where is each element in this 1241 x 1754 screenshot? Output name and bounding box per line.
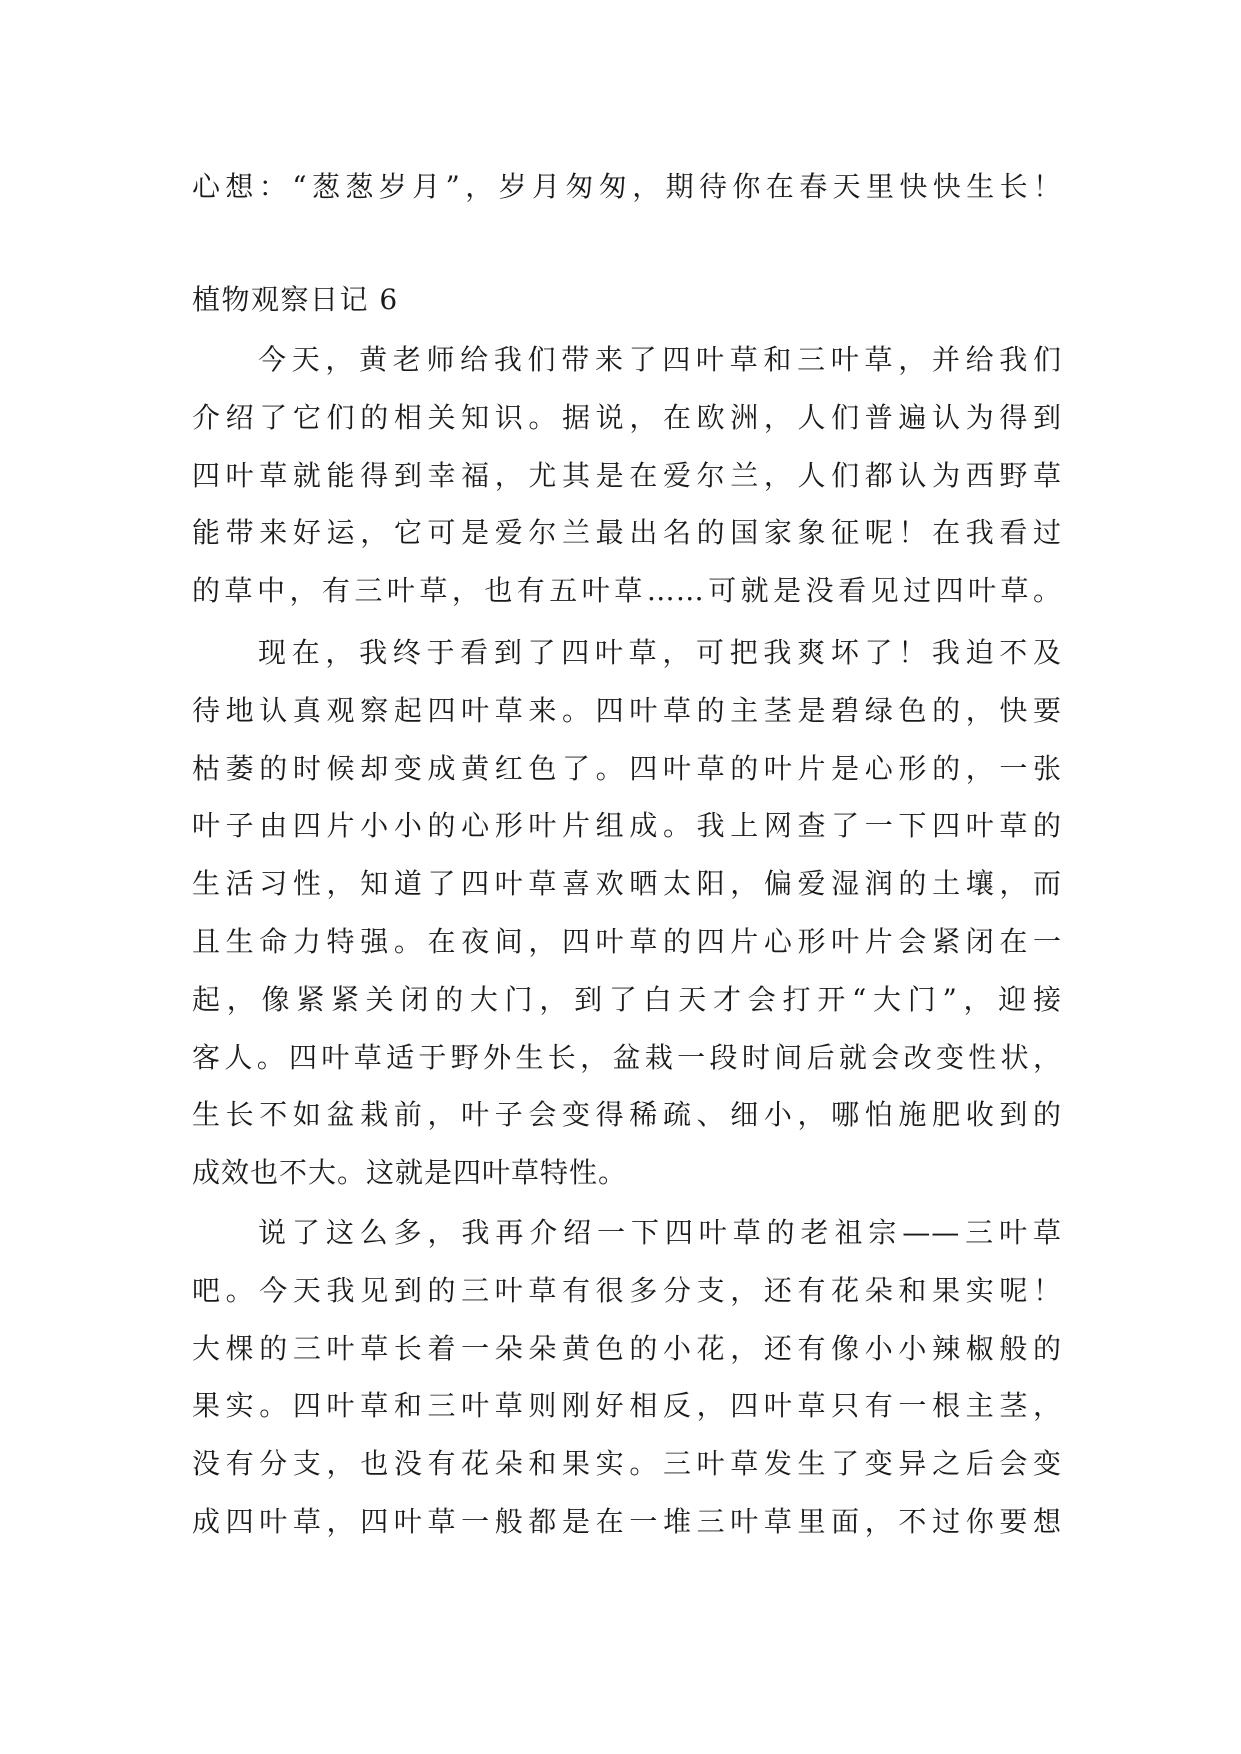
paragraph-1	[192, 331, 1062, 620]
text-line: 客人。四叶草适于野外生长，盆栽一段时间后就会改变性状，	[192, 1040, 1062, 1074]
text-line: 生活习性，知道了四叶草喜欢晒太阳，偏爱湿润的土壤，而	[192, 867, 1062, 901]
text-line: 成四叶草，四叶草一般都是在一堆三叶草里面，不过你要想	[192, 1504, 1062, 1538]
text-line: 且生命力特强。在夜间，四叶草的四片心形叶片会紧闭在一	[192, 924, 1062, 958]
text-line: 今天，黄老师给我们带来了四叶草和三叶草，并给我们	[258, 343, 1062, 376]
text-line: 的草中，有三叶草，也有五叶草……可就是没看见过四叶草。	[192, 574, 1062, 608]
paragraph-2	[192, 624, 1062, 1202]
text-line: 能带来好运，它可是爱尔兰最出名的国家象征呢！在我看过	[192, 516, 1062, 550]
text-line: 果实。四叶草和三叶草则刚好相反，四叶草只有一根主茎，	[192, 1389, 1062, 1423]
text-line: 没有分支，也没有花朵和果实。三叶草发生了变异之后会变	[192, 1447, 1062, 1481]
text-line: 大棵的三叶草长着一朵朵黄色的小花，还有像小小辣椒般的	[192, 1331, 1062, 1365]
text-line: 生长不如盆栽前，叶子会变得稀疏、细小，哪怕施肥收到的	[192, 1098, 1062, 1132]
text-line: 吧。今天我见到的三叶草有很多分支，还有花朵和果实呢！	[192, 1273, 1062, 1307]
document-body	[192, 158, 1062, 1551]
paragraph-3	[192, 1204, 1062, 1551]
text-line: 说了这么多，我再介绍一下四叶草的老祖宗——三叶草	[258, 1215, 1062, 1249]
opening-line: 心想：“葱葱岁月”，岁月匆匆，期待你在春天里快快生长！	[192, 170, 1062, 203]
text-line: 成效也不大。这就是四叶草特性。	[192, 1156, 628, 1190]
text-line: 待地认真观察起四叶草来。四叶草的主茎是碧绿色的，快要	[192, 693, 1062, 727]
text-line: 叶子由四片小小的心形叶片组成。我上网查了一下四叶草的	[192, 809, 1062, 843]
text-line: 现在，我终于看到了四叶草，可把我爽坏了！我迫不及	[258, 635, 1062, 669]
text-line: 四叶草就能得到幸福，尤其是在爱尔兰，人们都认为西野草	[192, 458, 1062, 492]
text-line: 介绍了它们的相关知识。据说，在欧洲，人们普遍认为得到	[192, 400, 1062, 434]
text-line: 枯萎的时候却变成黄红色了。四叶草的叶片是心形的，一张	[192, 751, 1062, 785]
document-title: 植物观察日记 6	[192, 283, 399, 316]
text-line: 起，像紧紧关闭的大门，到了白天才会打开“大门”，迎接	[192, 982, 1062, 1016]
